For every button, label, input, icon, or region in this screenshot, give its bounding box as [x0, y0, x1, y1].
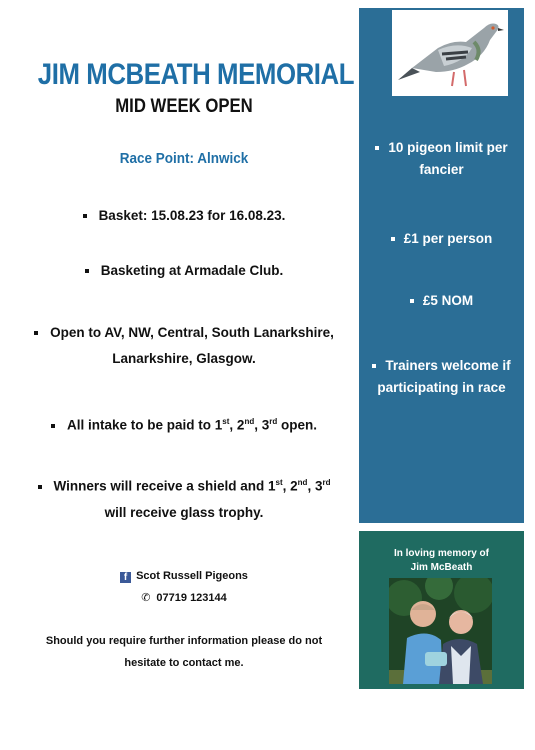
bullet-dot [391, 237, 395, 241]
sup-rd: rd [322, 478, 331, 487]
sup-st: st [222, 417, 230, 426]
memorial-line2: Jim McBeath [410, 562, 473, 573]
winners-text-line1: Winners will receive a shield and 1 [53, 478, 276, 494]
phone-number: 07719 123144 [156, 592, 227, 604]
trainers-line1: Trainers welcome if [385, 358, 511, 373]
intake-text: All intake to be paid to 1 [67, 417, 223, 433]
limit-line1: 10 pigeon limit per [388, 140, 508, 155]
bullet-dot [372, 364, 376, 368]
bullet-basket [14, 203, 354, 229]
bullet-basketing [14, 258, 354, 284]
basket-text: Basket: 15.08.23 for 16.08.23. [98, 208, 286, 223]
bullet-dot [410, 299, 414, 303]
side-item-trainers [359, 355, 524, 399]
sup-nd: nd [244, 417, 255, 426]
open-text-line2: Lanarkshire, Glasgow. [112, 351, 256, 366]
facebook-contact[interactable] [14, 570, 354, 583]
footer-line1: Should you require further information please do not [45, 635, 323, 647]
limit-line2: fancier [419, 162, 464, 177]
memorial-line1: In loving memory of [393, 548, 489, 559]
nom-text: £5 NOM [422, 293, 474, 308]
per-person-text: £1 per person [403, 231, 493, 246]
basketing-text: Basketing at Armadale Club. [100, 263, 284, 278]
footer-line2: hesitate to contact me. [124, 657, 244, 669]
race-point: Race Point: Alnwick [119, 150, 249, 167]
bullet-dot [83, 214, 87, 218]
trainers-line2: participating in race [377, 380, 506, 395]
intake-suffix: open. [277, 417, 317, 433]
sup-st: st [275, 478, 283, 487]
bullet-dot [51, 424, 55, 428]
phone-contact[interactable] [14, 591, 354, 604]
bullet-dot [375, 146, 379, 150]
facebook-icon: f [120, 572, 131, 583]
bullet-winners: Winners will receive a shield and 1st, 2nd, 3rd will receive glass trophy. [14, 470, 354, 526]
pigeon-image [392, 10, 508, 96]
facebook-name: Scot Russell Pigeons [136, 570, 248, 582]
bullet-dot [38, 485, 42, 489]
winners-text-line2: will receive glass trophy. [104, 504, 264, 520]
bullet-open-to [14, 320, 354, 372]
memorial-caption [359, 547, 524, 575]
poster-title: JIM MCBEATH MEMORIAL [37, 58, 355, 91]
poster-subtitle: MID WEEK OPEN [115, 96, 253, 117]
bullet-dot [85, 269, 89, 273]
side-item-limit [359, 137, 524, 181]
bullet-dot [34, 331, 38, 335]
side-item-nom [359, 290, 524, 312]
memorial-photo [389, 578, 492, 684]
open-text-line1: Open to AV, NW, Central, South Lanarkshire, [50, 325, 334, 340]
side-item-per-person [359, 228, 524, 250]
phone-icon: ✆ [141, 592, 151, 604]
bullet-intake: All intake to be paid to 1st, 2nd, 3rd open. [14, 409, 354, 439]
sup-nd: nd [297, 478, 308, 487]
footer-note [14, 630, 354, 674]
sup-rd: rd [269, 417, 278, 426]
